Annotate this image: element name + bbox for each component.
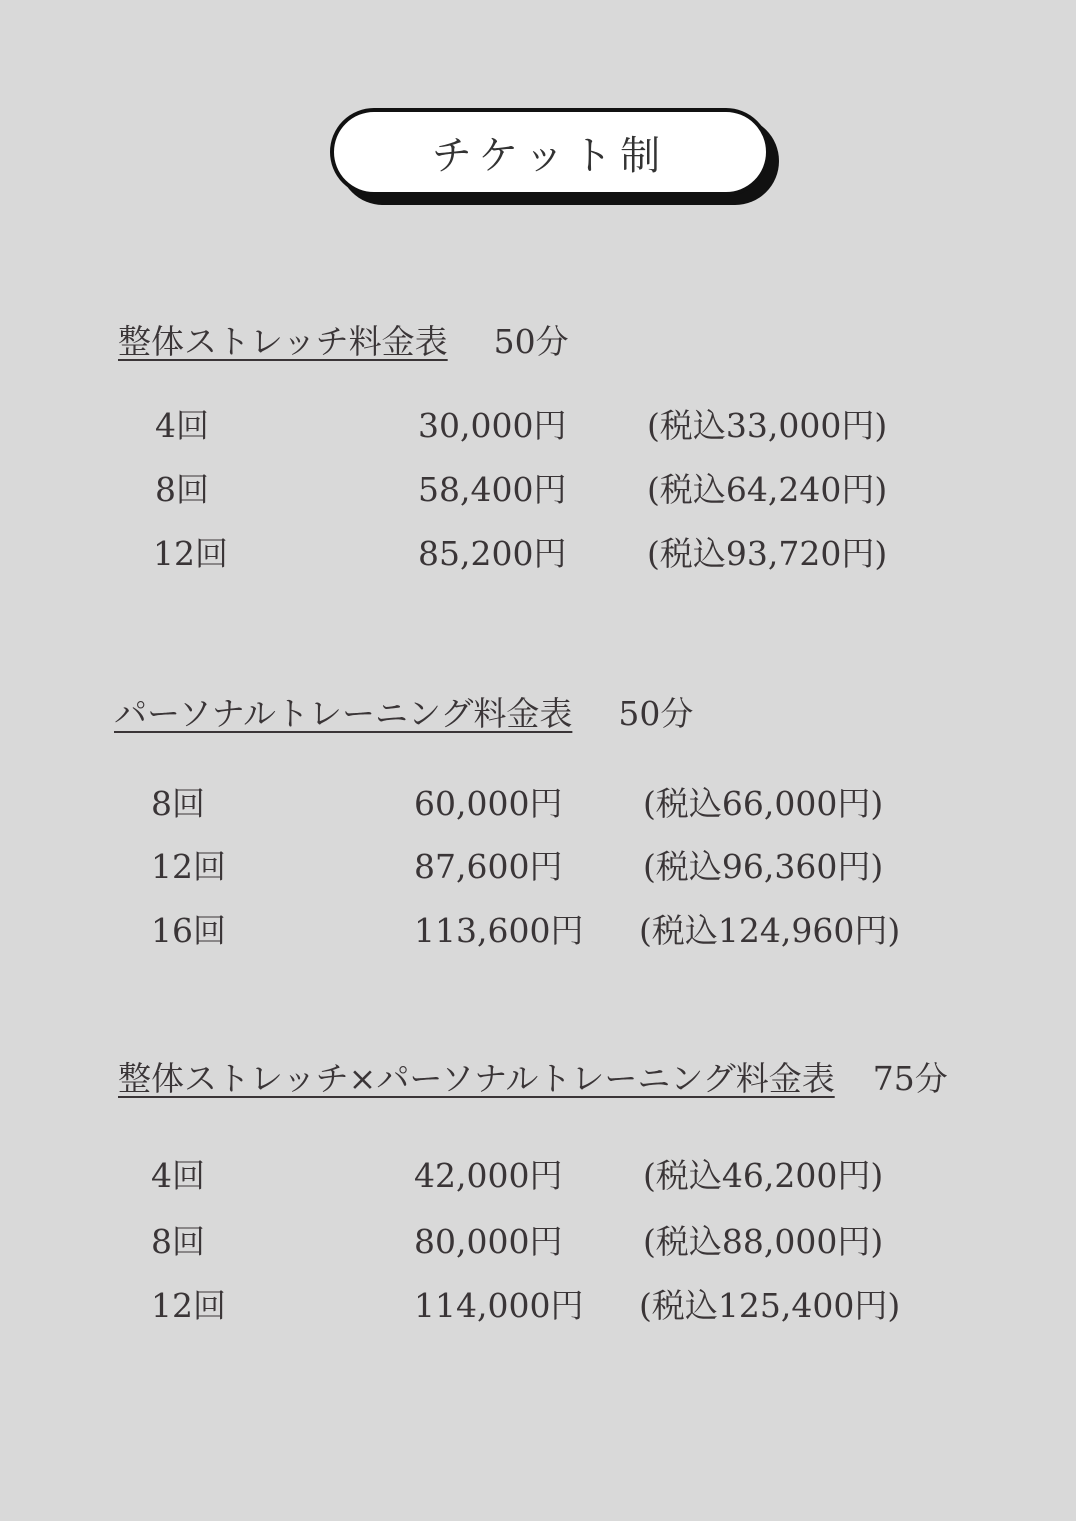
price-with-tax: (税込96,360円) — [643, 847, 884, 886]
session-count: 8回 — [151, 1222, 205, 1261]
section-duration: 50分 — [493, 322, 569, 361]
section-title: パーソナルトレーニング料金表 — [114, 694, 573, 733]
price-with-tax: (税込124,960円) — [639, 911, 901, 950]
section-duration: 50分 — [618, 694, 694, 733]
table-row — [0, 907, 1076, 955]
table-row — [0, 466, 1076, 514]
price: 114,000円 — [414, 1286, 584, 1325]
table-row — [0, 530, 1076, 578]
price: 80,000円 — [414, 1222, 563, 1261]
table-row — [0, 1282, 1076, 1330]
title-badge — [330, 108, 770, 196]
price-with-tax: (税込88,000円) — [643, 1222, 884, 1261]
section-duration: 75分 — [872, 1059, 948, 1098]
price-with-tax: (税込125,400円) — [639, 1286, 901, 1325]
table-row — [0, 780, 1076, 828]
section-heading — [114, 694, 693, 734]
table-row — [0, 1152, 1076, 1200]
session-count: 16回 — [151, 911, 226, 950]
price: 85,200円 — [418, 534, 567, 573]
price-with-tax: (税込46,200円) — [643, 1156, 884, 1195]
table-row — [0, 1218, 1076, 1266]
session-count: 4回 — [151, 1156, 205, 1195]
price-with-tax: (税込93,720円) — [647, 534, 888, 573]
price: 60,000円 — [414, 784, 563, 823]
session-count: 12回 — [151, 1286, 226, 1325]
session-count: 4回 — [155, 406, 209, 445]
price: 30,000円 — [418, 406, 567, 445]
price: 87,600円 — [414, 847, 563, 886]
price: 58,400円 — [418, 470, 567, 509]
section-heading — [118, 1059, 948, 1099]
table-row — [0, 402, 1076, 450]
price-with-tax: (税込33,000円) — [647, 406, 888, 445]
price-with-tax: (税込66,000円) — [643, 784, 884, 823]
price: 113,600円 — [414, 911, 584, 950]
section-title: 整体ストレッチ×パーソナルトレーニング料金表 — [118, 1059, 835, 1098]
session-count: 8回 — [151, 784, 205, 823]
session-count: 12回 — [153, 534, 228, 573]
session-count: 8回 — [155, 470, 209, 509]
price: 42,000円 — [414, 1156, 563, 1195]
section-heading — [118, 322, 569, 362]
table-row — [0, 843, 1076, 891]
session-count: 12回 — [151, 847, 226, 886]
page-title: チケット制 — [431, 132, 669, 179]
section-title: 整体ストレッチ料金表 — [118, 322, 448, 361]
price-with-tax: (税込64,240円) — [647, 470, 888, 509]
